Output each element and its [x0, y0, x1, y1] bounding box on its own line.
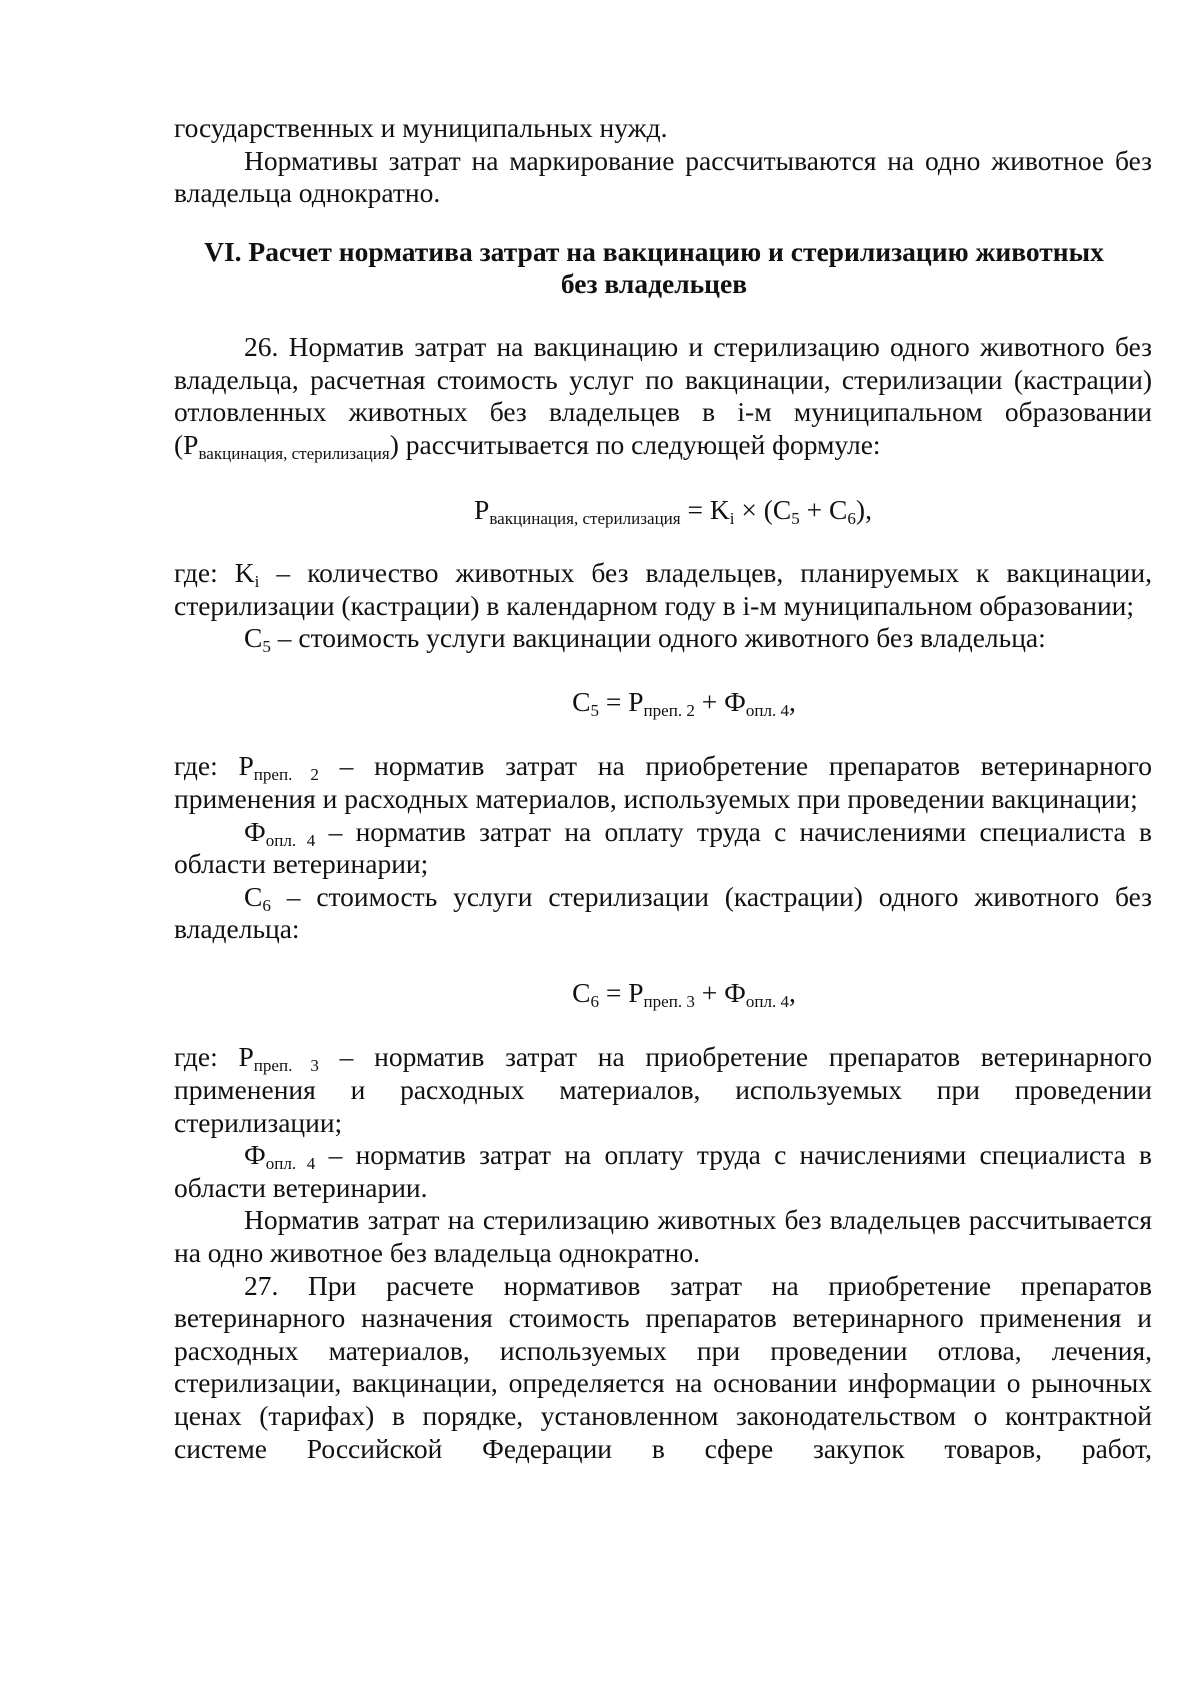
def-c5-prefix: C [244, 622, 263, 654]
def-f4a-text: – норматив затрат на оплату труда с начислениями специалиста в области ветеринарии; [174, 815, 1152, 880]
def-c6-text: – стоимость услуги стерилизации (кастрации) одного животного без владельца: [174, 880, 1152, 945]
formula1-lhs: Р [474, 494, 490, 526]
formula3-p: = Р [598, 976, 644, 1008]
def-c5-sub: 5 [262, 637, 271, 657]
definition-c5 [174, 622, 1152, 655]
section-heading-line-1: VI. Расчет норматива затрат на вакцинацию и стерилизацию животных [204, 235, 1104, 267]
formula1-k: = K [680, 494, 730, 526]
paragraph-27: 27. При расчете нормативов затрат на приобретение препаратов ветеринарного назначения стоимость препаратов ветеринарного применения и расходных материалов, используемых при проведении отлова, лечения, стерилизации, вакцинации, определяется на основании информации о рыночных ценах (тарифах) в порядке, установленном законодательством о контрактной системе Российской Федерации в сфере закупок товаров, работ, [174, 1269, 1152, 1464]
def-c6-prefix: C [244, 880, 263, 912]
formula2-c-sub: 5 [590, 700, 599, 720]
p26-subscript: вакцинация, стерилизация [198, 443, 390, 463]
definition-p-prep-3 [174, 1041, 1152, 1139]
formula1-k-sub: i [729, 509, 735, 529]
formula1-c5: × (C [734, 494, 792, 526]
formula3-f: + Ф [694, 976, 746, 1008]
intro-line: государственных и муниципальных нужд. [174, 112, 668, 143]
formula1-end: ), [855, 494, 872, 526]
definition-c6 [174, 881, 1152, 946]
document-page [174, 112, 1152, 1465]
def-ki-text: – количество животных без владельцев, планируемых к вакцинации, стерилизации (кастрации) в календарном году в i-м муниципальном образовании; [174, 556, 1152, 621]
def-p3-sub: преп. 3 [253, 1056, 319, 1076]
formula3-end: , [789, 976, 796, 1008]
def-ki-prefix: где: K [174, 556, 255, 588]
def-c5-text: – стоимость услуги вакцинации одного животного без владельца: [270, 622, 1046, 654]
def-ki-sub: i [254, 572, 260, 592]
formula-c6 [174, 977, 1152, 1010]
formula2-c: C [572, 685, 591, 717]
formula1-c6: + C [799, 494, 848, 526]
def-p2-sub: преп. 2 [253, 765, 319, 785]
formula2-p: = Р [598, 685, 644, 717]
definition-f-opl-4-b [174, 1139, 1152, 1204]
section-heading-line-2: без владельцев [560, 268, 748, 300]
def-f4a-sub: опл. 4 [265, 830, 316, 850]
def-c6-sub: 6 [262, 895, 271, 915]
formula2-f-sub: опл. 4 [745, 700, 790, 720]
def-f4b-prefix: Ф [244, 1139, 266, 1171]
def-f4b-text: – норматив затрат на оплату труда с начислениями специалиста в области ветеринарии. [174, 1139, 1152, 1203]
def-p3-prefix: где: Р [174, 1041, 254, 1073]
definition-ki [174, 557, 1152, 622]
def-f4b-sub: опл. 4 [265, 1154, 316, 1174]
paragraph-26 [174, 331, 1152, 461]
formula1-c5-sub: 5 [791, 509, 800, 529]
formula-c5 [174, 686, 1152, 719]
formula3-p-sub: преп. 3 [643, 991, 695, 1011]
marking-norm-paragraph: Нормативы затрат на маркирование рассчитываются на одно животное без владельца однократно. [174, 144, 1152, 209]
section-heading [174, 236, 1134, 301]
def-p2-text: – норматив затрат на приобретение препаратов ветеринарного применения и расходных материалов, используемых при проведении вакцинации; [174, 750, 1152, 814]
formula-vaccination-sterilization [174, 494, 1152, 527]
p26-text-before: 26. Норматив затрат на вакцинацию и стерилизацию одного животного без владельца, расчетная стоимость услуг по вакцинации, стерилизации (кастрации) отловленных животных без владельцев в i-м муниципальном образовании (Р [174, 330, 1152, 460]
definition-p-prep-2 [174, 750, 1152, 815]
formula3-c: C [572, 976, 591, 1008]
formula3-c-sub: 6 [590, 991, 599, 1011]
formula3-f-sub: опл. 4 [745, 991, 790, 1011]
sterilization-norm-paragraph: Норматив затрат на стерилизацию животных без владельцев рассчитывается на одно животное без владельца однократно. [174, 1204, 1152, 1269]
formula2-end: , [789, 685, 796, 717]
p26-text-after: ) рассчитывается по следующей формуле: [389, 428, 881, 460]
def-f4a-prefix: Ф [244, 815, 266, 847]
def-p3-text: – норматив затрат на приобретение препаратов ветеринарного применения и расходных материалов, используемых при проведении стерилизации; [174, 1041, 1152, 1138]
formula1-lhs-sub: вакцинация, стерилизация [489, 509, 681, 529]
formula2-f: + Ф [694, 685, 746, 717]
def-p2-prefix: где: Р [174, 750, 254, 782]
definition-f-opl-4-a [174, 816, 1152, 881]
formula1-c6-sub: 6 [847, 509, 856, 529]
formula2-p-sub: преп. 2 [643, 700, 695, 720]
